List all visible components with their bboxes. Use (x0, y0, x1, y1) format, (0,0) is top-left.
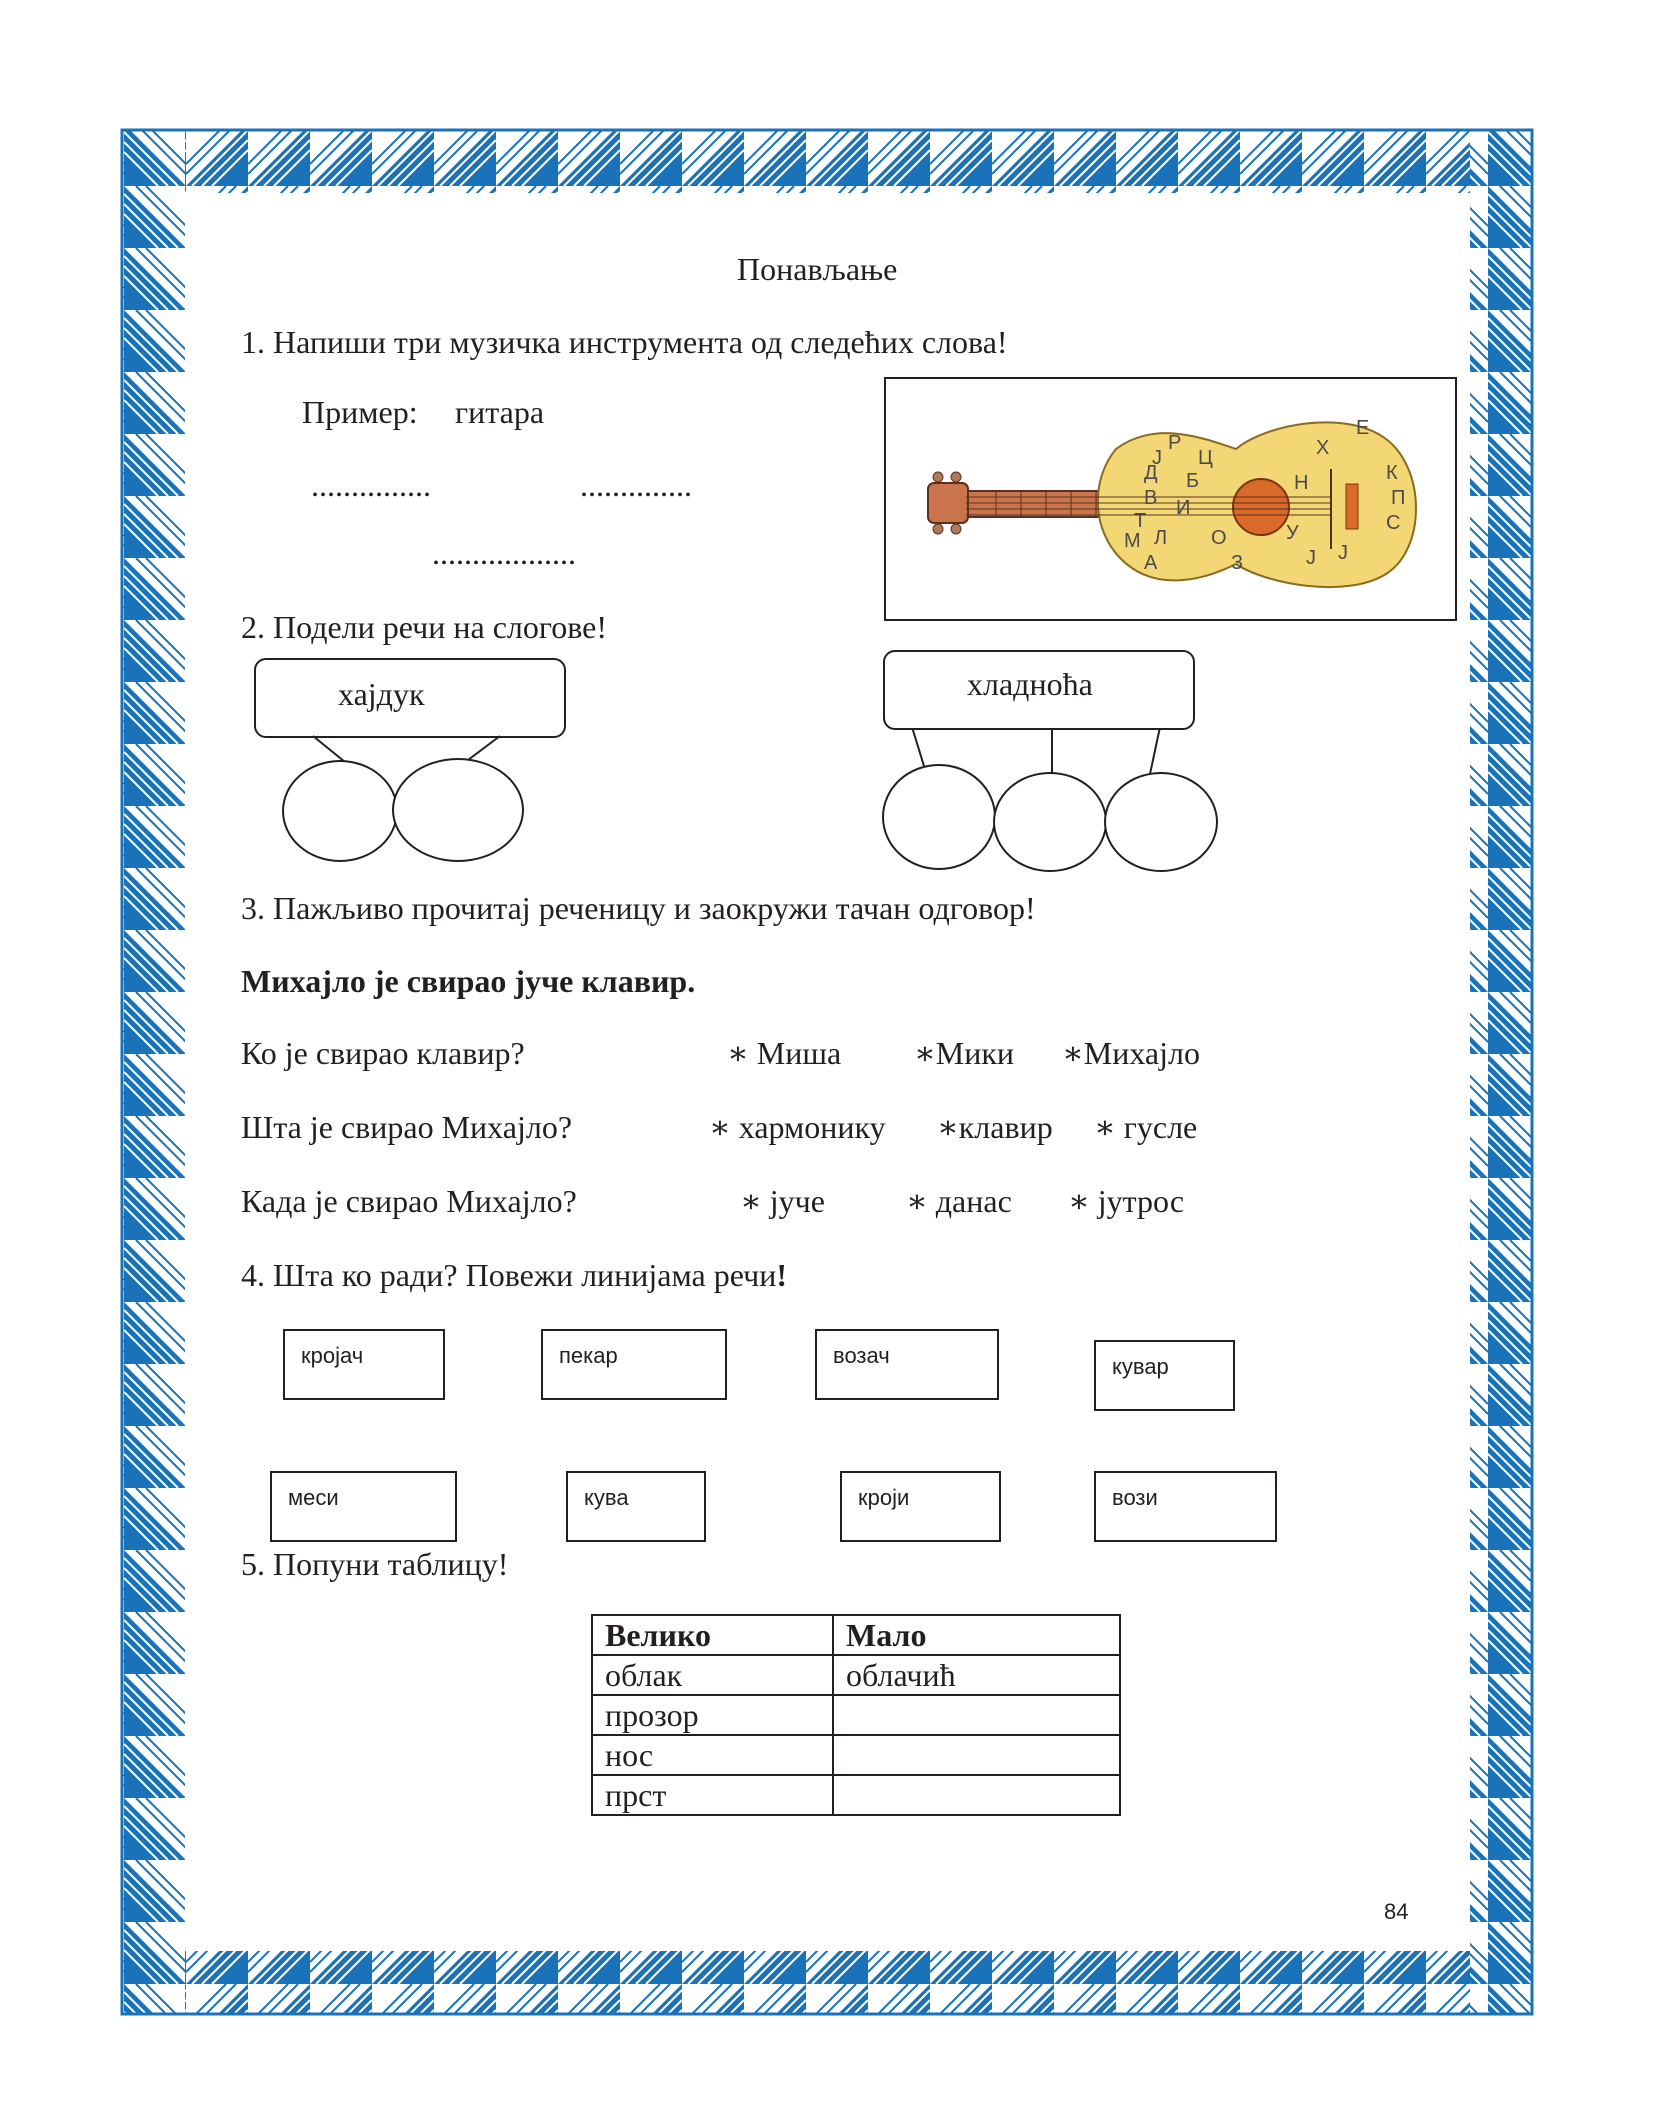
svg-text:Е: Е (1356, 417, 1370, 439)
table-cell-answer[interactable] (833, 1775, 1120, 1815)
svg-text:Ј: Ј (1306, 547, 1316, 569)
table-cell-answer[interactable] (833, 1695, 1120, 1735)
syllable-circle[interactable] (282, 760, 398, 862)
answer-blank-1[interactable]: ............... (311, 467, 431, 503)
table-cell: прст (592, 1775, 833, 1815)
svg-text:С: С (1386, 512, 1401, 534)
svg-text:Ј: Ј (1338, 542, 1348, 564)
option-1-2[interactable]: ∗Мики (914, 1035, 1014, 1071)
question-1: Ко је свирао клавир? (241, 1035, 525, 1071)
syllable-circle[interactable] (392, 758, 524, 862)
svg-text:А: А (1144, 552, 1158, 574)
task1-instruction: 1. Напиши три музичка инструмента од следећих слова! (241, 324, 1008, 360)
task4-instruction-text: 4. Шта ко ради? Повежи линијама речи (241, 1257, 777, 1293)
svg-text:У: У (1286, 522, 1299, 544)
task3-instruction: 3. Пажљиво прочитај реченицу и заокружи тачан одговор! (241, 890, 1036, 926)
example-word: гитара (455, 394, 545, 430)
page-number: 84 (1384, 1899, 1409, 1924)
table-cell: прозор (592, 1695, 833, 1735)
svg-text:П: П (1391, 487, 1406, 509)
svg-text:Ц: Ц (1198, 447, 1213, 469)
option-3-1[interactable]: ∗ јуче (740, 1183, 825, 1219)
task5-instruction: 5. Попуни таблицу! (241, 1546, 509, 1582)
task2-instruction: 2. Подели речи на слогове! (241, 609, 607, 645)
svg-text:В: В (1144, 487, 1158, 509)
match-box-noun[interactable]: кројач (283, 1329, 445, 1400)
svg-text:Л: Л (1154, 527, 1168, 549)
match-box-noun[interactable]: пекар (541, 1329, 727, 1400)
table-row (592, 1735, 1120, 1775)
page-title: Понављање (737, 251, 898, 287)
table-row (592, 1775, 1120, 1815)
syllable-circle[interactable] (882, 764, 996, 870)
table-row (592, 1655, 1120, 1695)
match-box-verb[interactable]: вози (1094, 1471, 1277, 1542)
match-box-noun[interactable]: возач (815, 1329, 999, 1400)
match-box-verb[interactable]: меси (270, 1471, 457, 1542)
svg-text:Р: Р (1168, 432, 1182, 454)
syllable-word-2: хладноћа (967, 666, 1093, 702)
svg-text:Д: Д (1144, 462, 1158, 484)
svg-text:Т: Т (1134, 510, 1147, 532)
syllable-circle[interactable] (993, 772, 1107, 872)
svg-text:Х: Х (1316, 437, 1330, 459)
svg-text:О: О (1211, 527, 1227, 549)
answer-blank-2[interactable]: .............. (580, 467, 692, 503)
task4-exclamation: ! (776, 1257, 788, 1293)
option-1-3[interactable]: ∗Михајло (1062, 1035, 1200, 1071)
question-3: Када је свирао Михајло? (241, 1183, 577, 1219)
option-2-2[interactable]: ∗клавир (937, 1109, 1053, 1145)
task4-instruction (241, 1256, 787, 1294)
table-cell: нос (592, 1735, 833, 1775)
table-header-row (592, 1615, 1120, 1655)
svg-text:К: К (1386, 462, 1398, 484)
table-cell-answer[interactable] (833, 1735, 1120, 1775)
svg-text:Б: Б (1186, 470, 1200, 492)
task3-sentence: Михајло је свирао јуче клавир. (241, 963, 696, 999)
match-box-noun[interactable]: кувар (1094, 1340, 1235, 1411)
svg-text:Н: Н (1294, 472, 1309, 494)
option-3-3[interactable]: ∗ јутрос (1068, 1183, 1185, 1219)
svg-text:М: М (1124, 530, 1141, 552)
svg-text:И: И (1176, 497, 1191, 519)
table-row (592, 1695, 1120, 1735)
svg-text:Ј: Ј (1152, 447, 1162, 469)
table-cell: облак (592, 1655, 833, 1695)
match-box-verb[interactable]: кроји (840, 1471, 1001, 1542)
svg-text:З: З (1231, 552, 1244, 574)
table-header: Мало (833, 1615, 1120, 1655)
words-table (591, 1614, 1121, 1816)
option-2-1[interactable]: ∗ хармонику (709, 1109, 886, 1145)
example-label: Пример: (302, 394, 418, 430)
table-header: Велико (592, 1615, 833, 1655)
option-3-2[interactable]: ∗ данас (906, 1183, 1012, 1219)
answer-blank-3[interactable]: .................. (432, 535, 576, 571)
option-2-3[interactable]: ∗ гусле (1094, 1109, 1198, 1145)
option-1-1[interactable]: ∗ Миша (727, 1035, 842, 1071)
connector-lines-1 (0, 0, 1654, 900)
table-cell: облачић (833, 1655, 1120, 1695)
syllable-circle[interactable] (1104, 772, 1218, 872)
question-2: Шта је свирао Михајло? (241, 1109, 573, 1145)
match-box-verb[interactable]: кува (566, 1471, 706, 1542)
syllable-word-1: хајдук (338, 676, 425, 712)
